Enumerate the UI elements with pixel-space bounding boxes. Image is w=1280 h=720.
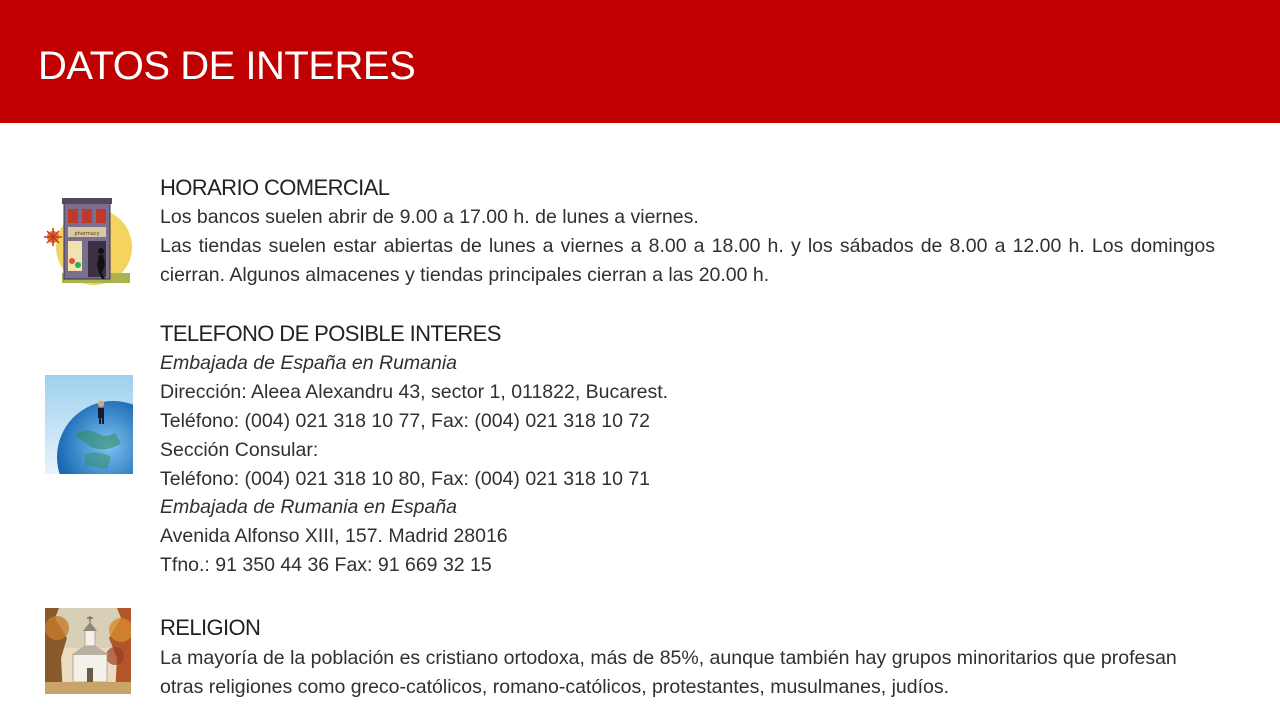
paragraph-religion: La mayoría de la población es cristiano ortodoxa, más de 85%, aunque también hay grupos minoritarios que profesan otras religiones como greco-católicos, romano-católicos, protestantes, musulmanes, judíos. xyxy=(160,647,1177,698)
paragraph-tiendas: Las tiendas suelen estar abiertas de lunes a viernes a 8.00 a 18.00 h. y los sábados de 8.00 a 12.00 h. Los domingos cierran. Algunos almacenes y tiendas principales cierran a las 20.00 h. xyxy=(160,235,1215,286)
text-line: Sección Consular: xyxy=(160,439,319,461)
text-line: Avenida Alfonso XIII, 157. Madrid 28016 xyxy=(160,525,508,547)
section-title-religion: RELIGION xyxy=(160,615,261,640)
svg-text:pharmacy: pharmacy xyxy=(74,231,100,237)
page-title: DATOS DE INTERES xyxy=(38,44,416,88)
church-painting-icon xyxy=(45,608,131,694)
title-banner xyxy=(0,0,1280,123)
text-line: Los bancos suelen abrir de 9.00 a 17.00 h. de lunes a viernes. xyxy=(160,206,699,228)
text-line: Tfno.: 91 350 44 36 Fax: 91 669 32 15 xyxy=(160,554,492,576)
section-title-horario: HORARIO COMERCIAL xyxy=(160,175,390,200)
text-line: Dirección: Aleea Alexandru 43, sector 1, 011822, Bucarest. xyxy=(160,381,669,403)
text-line: Teléfono: (004) 021 318 10 80, Fax: (004) 021 318 10 71 xyxy=(160,468,651,490)
text-line: Teléfono: (004) 021 318 10 77, Fax: (004) 021 318 10 72 xyxy=(160,410,651,432)
text-line: Embajada de Rumania en España xyxy=(160,496,458,518)
pharmacy-storefront-icon xyxy=(44,195,134,287)
section-title-telefono: TELEFONO DE POSIBLE INTERES xyxy=(160,321,501,346)
text-line: Embajada de España en Rumania xyxy=(160,352,458,374)
businessman-on-globe-icon xyxy=(45,375,133,474)
